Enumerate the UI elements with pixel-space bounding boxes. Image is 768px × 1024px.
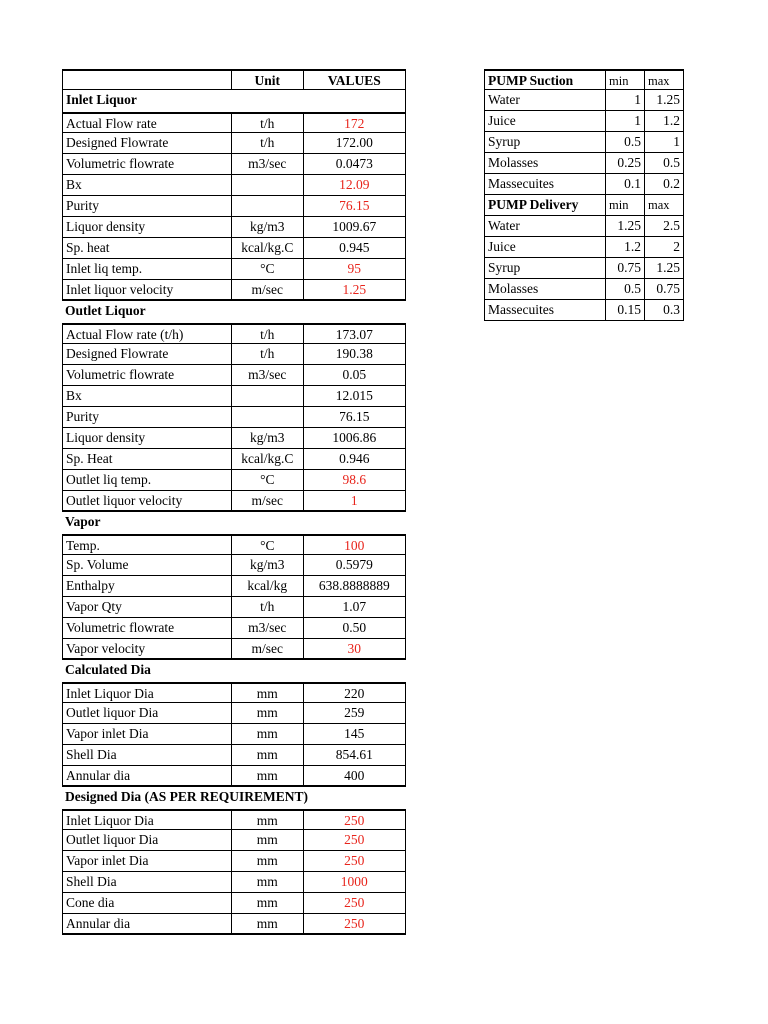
row-label: Shell Dia [63, 745, 232, 765]
min-value: 0.1 [606, 174, 645, 194]
row-value: 145 [344, 726, 365, 741]
row-label: Designed Flowrate [63, 133, 232, 153]
row-unit [232, 175, 304, 195]
pump-velocity-table [484, 69, 684, 321]
table-row [62, 555, 406, 576]
row-unit: mm [232, 851, 304, 871]
row-label: Cone dia [63, 893, 232, 913]
row-value: 1.25 [342, 282, 367, 297]
header-blank-cell [63, 71, 232, 89]
pump-row [484, 174, 684, 195]
header-unit-cell: Unit [232, 71, 304, 89]
row-unit [232, 196, 304, 216]
pump-section-header-row [484, 69, 684, 90]
max-value: 0.3 [663, 302, 680, 317]
row-label: Volumetric flowrate [63, 365, 232, 385]
row-label: Volumetric flowrate [63, 618, 232, 638]
row-value: 250 [344, 832, 365, 847]
row-label: Purity [63, 196, 232, 216]
row-unit: t/h [232, 114, 304, 132]
table-row [62, 597, 406, 618]
min-value: 0.25 [606, 153, 645, 173]
row-unit: kcal/kg.C [232, 449, 304, 469]
pump-row [484, 237, 684, 258]
pump-row [484, 279, 684, 300]
row-value: 173.07 [335, 327, 373, 342]
table-row [62, 745, 406, 766]
row-label: Sp. Heat [63, 449, 232, 469]
row-unit: t/h [232, 597, 304, 617]
row-unit: mm [232, 893, 304, 913]
table-row [62, 154, 406, 175]
row-unit: kg/m3 [232, 428, 304, 448]
row-value: 190.38 [335, 346, 373, 361]
table-row [62, 196, 406, 217]
design-parameters-table [62, 69, 406, 935]
fluid-label: Syrup [485, 258, 606, 278]
min-value: 1.2 [606, 237, 645, 257]
table-row [62, 428, 406, 449]
table-row [62, 576, 406, 597]
fluid-label: Molasses [485, 279, 606, 299]
row-unit: mm [232, 914, 304, 933]
table-row [62, 407, 406, 428]
max-header: max [648, 74, 670, 88]
row-unit: kg/m3 [232, 555, 304, 575]
row-value: 259 [344, 705, 365, 720]
fluid-label: Molasses [485, 153, 606, 173]
min-header: min [606, 195, 645, 215]
pump-row [484, 258, 684, 279]
table-row [62, 449, 406, 470]
section-title-row [62, 787, 406, 809]
max-value: 1.2 [663, 113, 680, 128]
row-unit: °C [232, 536, 304, 554]
row-value: 1006.86 [332, 430, 377, 445]
row-label: Liquor density [63, 217, 232, 237]
fluid-label: Massecuites [485, 300, 606, 320]
row-label: Actual Flow rate (t/h) [63, 325, 232, 343]
table-row [62, 766, 406, 787]
row-unit [232, 407, 304, 427]
max-value: 1.25 [656, 92, 680, 107]
fluid-label: Syrup [485, 132, 606, 152]
row-label: Bx [63, 386, 232, 406]
row-unit: kg/m3 [232, 217, 304, 237]
max-value: 2 [673, 239, 680, 254]
table-row [62, 639, 406, 660]
table-row [62, 682, 406, 703]
table-row [62, 893, 406, 914]
max-value: 1.25 [656, 260, 680, 275]
row-unit: kcal/kg.C [232, 238, 304, 258]
row-label: Enthalpy [63, 576, 232, 596]
row-value: 0.50 [342, 620, 367, 635]
row-label: Annular dia [63, 914, 232, 933]
section-title-row [62, 660, 406, 682]
row-unit: °C [232, 259, 304, 279]
section-title-row [62, 90, 406, 112]
row-label: Volumetric flowrate [63, 154, 232, 174]
row-value: 400 [344, 768, 365, 783]
min-value: 0.5 [606, 132, 645, 152]
row-label: Inlet liquor velocity [63, 280, 232, 299]
pump-row [484, 132, 684, 153]
row-unit: t/h [232, 325, 304, 343]
table-row [62, 259, 406, 280]
table-row [62, 238, 406, 259]
min-value: 0.15 [606, 300, 645, 320]
row-value: 172 [344, 116, 365, 131]
row-value: 854.61 [335, 747, 373, 762]
table-row [62, 470, 406, 491]
row-unit: m/sec [232, 639, 304, 658]
row-unit: m/sec [232, 491, 304, 510]
table-row [62, 809, 406, 830]
table-row [62, 830, 406, 851]
table-row [62, 175, 406, 196]
table-row [62, 365, 406, 386]
table-row [62, 703, 406, 724]
row-unit: t/h [232, 344, 304, 364]
pump-row [484, 111, 684, 132]
section-title-row [62, 301, 406, 323]
row-value: 76.15 [339, 198, 370, 213]
row-value: 12.015 [335, 388, 373, 403]
min-header: min [606, 71, 645, 89]
row-value: 1009.67 [332, 219, 377, 234]
row-label: Outlet liquor Dia [63, 830, 232, 850]
row-value: 98.6 [342, 472, 367, 487]
pump-row [484, 153, 684, 174]
row-unit [232, 386, 304, 406]
row-unit: kcal/kg [232, 576, 304, 596]
min-value: 1.25 [606, 216, 645, 236]
row-label: Outlet liquor velocity [63, 491, 232, 510]
header-values-cell: VALUES [327, 73, 381, 88]
fluid-label: Water [485, 90, 606, 110]
row-label: Shell Dia [63, 872, 232, 892]
fluid-label: Juice [485, 111, 606, 131]
row-label: Purity [63, 407, 232, 427]
row-value: 0.5979 [335, 557, 373, 572]
max-value: 1 [673, 134, 680, 149]
table-row [62, 618, 406, 639]
row-unit: t/h [232, 133, 304, 153]
row-value: 250 [344, 813, 365, 828]
max-value: 0.5 [663, 155, 680, 170]
table-row [62, 851, 406, 872]
table-row [62, 344, 406, 365]
row-value: 1000 [340, 874, 368, 889]
row-value: 1.07 [342, 599, 367, 614]
pump-section-header-row [484, 195, 684, 216]
row-value: 1 [350, 493, 358, 508]
row-unit: mm [232, 830, 304, 850]
row-unit: mm [232, 684, 304, 702]
row-label: Vapor inlet Dia [63, 851, 232, 871]
table-row [62, 133, 406, 154]
row-label: Sp. heat [63, 238, 232, 258]
min-value: 0.5 [606, 279, 645, 299]
row-label: Vapor velocity [63, 639, 232, 658]
row-label: Outlet liq temp. [63, 470, 232, 490]
row-label: Actual Flow rate [63, 114, 232, 132]
row-label: Inlet Liquor Dia [63, 684, 232, 702]
table-row [62, 112, 406, 133]
section-title: Inlet Liquor [66, 92, 137, 107]
section-title: Outlet Liquor [65, 303, 146, 318]
fluid-label: Water [485, 216, 606, 236]
row-unit: mm [232, 766, 304, 785]
row-value: 250 [344, 853, 365, 868]
row-label: Inlet liq temp. [63, 259, 232, 279]
section-title: Calculated Dia [65, 662, 151, 677]
row-unit: mm [232, 703, 304, 723]
row-value: 220 [344, 686, 365, 701]
max-header: max [648, 198, 670, 212]
row-label: Vapor inlet Dia [63, 724, 232, 744]
row-unit: m3/sec [232, 154, 304, 174]
min-value: 1 [606, 111, 645, 131]
row-value: 95 [347, 261, 362, 276]
row-unit: m/sec [232, 280, 304, 299]
pump-row [484, 216, 684, 237]
row-label: Annular dia [63, 766, 232, 785]
min-value: 1 [606, 90, 645, 110]
table-row [62, 534, 406, 555]
row-unit: mm [232, 724, 304, 744]
pump-row [484, 90, 684, 111]
row-label: Outlet liquor Dia [63, 703, 232, 723]
row-label: Temp. [63, 536, 232, 554]
row-unit: mm [232, 872, 304, 892]
table-row [62, 386, 406, 407]
row-label: Vapor Qty [63, 597, 232, 617]
row-value: 638.8888889 [318, 578, 390, 593]
min-value: 0.75 [606, 258, 645, 278]
row-value: 172.00 [335, 135, 373, 150]
pump-section-title: PUMP Delivery [485, 195, 606, 215]
table-row [62, 280, 406, 301]
section-title: Vapor [65, 514, 101, 529]
row-value: 12.09 [339, 177, 370, 192]
fluid-label: Massecuites [485, 174, 606, 194]
row-value: 0.945 [339, 240, 370, 255]
row-value: 30 [347, 641, 362, 656]
table-row [62, 491, 406, 512]
row-label: Inlet Liquor Dia [63, 811, 232, 829]
max-value: 0.2 [663, 176, 680, 191]
section-title-row [62, 512, 406, 534]
row-unit: °C [232, 470, 304, 490]
pump-section-title: PUMP Suction [485, 71, 606, 89]
fluid-label: Juice [485, 237, 606, 257]
table-row [62, 323, 406, 344]
max-value: 0.75 [656, 281, 680, 296]
table-row [62, 217, 406, 238]
row-value: 250 [344, 895, 365, 910]
max-value: 2.5 [663, 218, 680, 233]
row-value: 100 [344, 538, 365, 553]
row-unit: mm [232, 811, 304, 829]
section-title: Designed Dia (AS PER REQUIREMENT) [65, 789, 309, 804]
row-value: 76.15 [339, 409, 370, 424]
table-row [62, 872, 406, 893]
table-row [62, 914, 406, 935]
row-unit: mm [232, 745, 304, 765]
row-label: Liquor density [63, 428, 232, 448]
table-header-row [62, 69, 406, 90]
row-label: Sp. Volume [63, 555, 232, 575]
row-unit: m3/sec [232, 365, 304, 385]
row-value: 0.946 [339, 451, 370, 466]
row-value: 250 [344, 916, 365, 931]
row-unit: m3/sec [232, 618, 304, 638]
row-label: Bx [63, 175, 232, 195]
row-label: Designed Flowrate [63, 344, 232, 364]
table-row [62, 724, 406, 745]
row-value: 0.0473 [335, 156, 373, 171]
pump-row [484, 300, 684, 321]
row-value: 0.05 [342, 367, 367, 382]
